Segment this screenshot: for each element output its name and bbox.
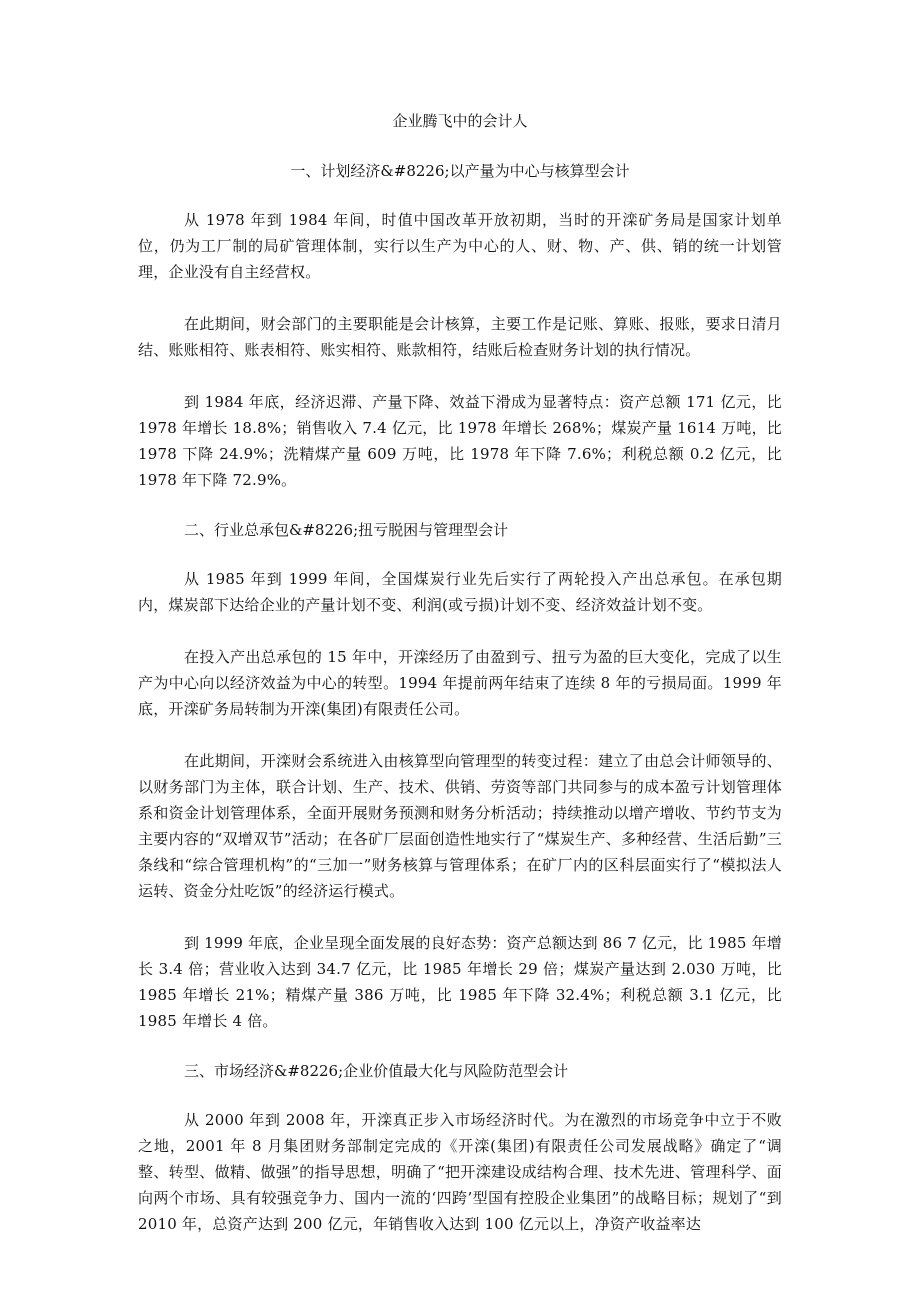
section-heading-3: 三、市场经济&#8226;企业价值最大化与风险防范型会计 <box>184 1062 569 1080</box>
paragraph: 在此期间，财会部门的主要职能是会计核算，主要工作是记账、算账、报账，要求日清月结、账账相符、账表相符、账实相符、账款相符，结账后检查财务计划的执行情况。 <box>138 315 782 359</box>
paragraph: 到 1984 年底，经济迟滞、产量下降、效益下滑成为显著特点：资产总额 171 亿元，比 1978 年增长 18.8%；销售收入 7.4 亿元，比 1978 年增长 268%；煤炭产量 1614 万吨，比 1978 下降 24.9%；洗精煤产量 609 万吨，比 1978 年下降 7.6%；利税总额 0.2 亿元，比 1978 年下降 72.9%。 <box>138 393 782 489</box>
document-title: 企业腾飞中的会计人 <box>392 112 528 130</box>
section-heading-1: 一、计划经济&#8226;以产量为中心与核算型会计 <box>290 162 630 180</box>
paragraph: 从 1978 年到 1984 年间，时值中国改革开放初期，当时的开滦矿务局是国家计划单位，仍为工厂制的局矿管理体制，实行以生产为中心的人、财、物、产、供、销的统一计划管理，企业没有自主经营权。 <box>138 211 782 281</box>
paragraph: 从 1985 年到 1999 年间，全国煤炭行业先后实行了两轮投入产出总承包。在承包期内，煤炭部下达给企业的产量计划不变、利润(或亏损)计划不变、经济效益计划不变。 <box>138 570 782 614</box>
paragraph: 从 2000 年到 2008 年，开滦真正步入市场经济时代。为在激烈的市场竞争中立于不败之地，2001 年 8 月集团财务部制定完成的《开滦(集团)有限责任公司发展战略》确定了“调整、转型、做精、做强”的指导思想，明确了“把开滦建设成结构合理、技术先进、管理科学、面向两个市场、具有较强竞争力、国内一流的‘四跨’型国有控股企业集团”的战略目标；规划了“到 2010 年，总资产达到 200 亿元，年销售收入达到 100 亿元以上，净资产收益率达 <box>138 1111 782 1233</box>
paragraph: 在此期间，开滦财会系统进入由核算型向管理型的转变过程：建立了由总会计师领导的、以财务部门为主体，联合计划、生产、技术、供销、劳资等部门共同参与的成本盈亏计划管理体系和资金计划管理体系，全面开展财务预测和财务分析活动；持续推动以增产增收、节约节支为主要内容的“双增双节”活动；在各矿厂层面创造性地实行了“煤炭生产、多种经营、生活后勤”三条线和“综合管理机构”的“三加一”财务核算与管理体系；在矿厂内的区科层面实行了“模拟法人运转、资金分灶吃饭”的经济运行模式。 <box>138 752 782 900</box>
paragraph: 到 1999 年底，企业呈现全面发展的良好态势：资产总额达到 86 7 亿元，比 1985 年增长 3.4 倍；营业收入达到 34.7 亿元，比 1985 年增长 29 倍；煤炭产量达到 2.030 万吨，比 1985 年增长 21%；精煤产量 386 万吨，比 1985 年下降 32.4%；利税总额 3.1 亿元，比 1985 年增长 4 倍。 <box>138 934 782 1030</box>
section-heading-2: 二、行业总承包&#8226;扭亏脱困与管理型会计 <box>184 521 509 539</box>
paragraph: 在投入产出总承包的 15 年中，开滦经历了由盈到亏、扭亏为盈的巨大变化，完成了以生产为中心向以经济效益为中心的转型。1994 年提前两年结束了连续 8 年的亏损局面。1999 年底，开滦矿务局转制为开滦(集团)有限责任公司。 <box>138 648 782 718</box>
